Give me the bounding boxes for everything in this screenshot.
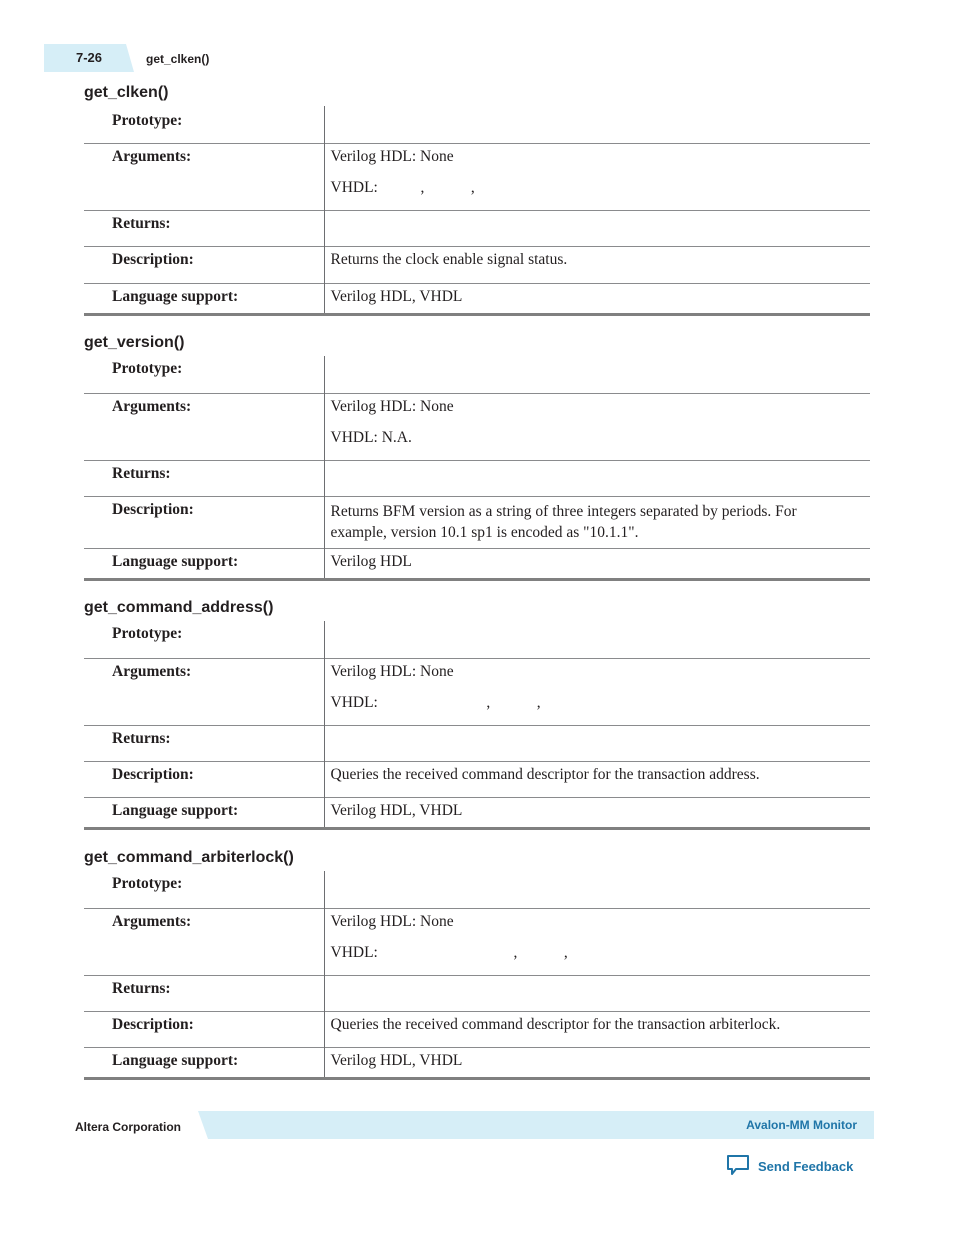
function-section	[84, 849, 870, 1080]
section-title: get_clken()	[84, 84, 169, 101]
prototype-row	[84, 356, 870, 393]
row-label: Prototype:	[84, 356, 324, 393]
value-line: VHDL: , ,	[330, 693, 541, 711]
function-table	[84, 621, 870, 830]
arguments-row	[84, 143, 870, 210]
value-line: Verilog HDL: None	[330, 147, 454, 165]
language-support-row	[84, 797, 870, 828]
row-label: Returns:	[84, 210, 324, 246]
row-value	[324, 871, 870, 908]
row-value: Verilog HDL, VHDL	[330, 1051, 463, 1069]
document-title: Avalon-MM Monitor	[746, 1118, 857, 1132]
value-line: example, version 10.1 sp1 is encoded as "10.1.1".	[330, 523, 639, 541]
value-line: VHDL: , ,	[330, 178, 475, 196]
arguments-row	[84, 658, 870, 725]
section-title: get_command_address()	[84, 599, 274, 616]
function-table	[84, 356, 870, 581]
running-title: get_clken()	[146, 52, 210, 66]
value-line: Verilog HDL: None	[330, 662, 454, 680]
row-value: Verilog HDL, VHDL	[330, 287, 463, 305]
returns-row	[84, 460, 870, 496]
language-support-row	[84, 1047, 870, 1078]
arguments-row	[84, 908, 870, 975]
row-label: Prototype:	[84, 106, 324, 143]
row-label: Returns:	[84, 975, 324, 1011]
function-table	[84, 106, 870, 316]
description-row	[84, 761, 870, 797]
function-section	[84, 334, 870, 581]
row-label: Arguments:	[84, 908, 324, 975]
row-label: Prototype:	[84, 621, 324, 658]
section-title: get_version()	[84, 334, 185, 351]
row-value	[324, 725, 870, 761]
function-section	[84, 84, 870, 316]
row-value: Verilog HDL, VHDL	[330, 801, 463, 819]
description-row	[84, 496, 870, 548]
row-value	[324, 143, 870, 210]
page-number: 7-26	[76, 50, 103, 65]
row-label: Language support:	[84, 283, 324, 314]
row-value	[324, 460, 870, 496]
value-line: VHDL: , ,	[330, 943, 568, 961]
row-label: Arguments:	[84, 143, 324, 210]
row-value: Verilog HDL	[330, 552, 412, 570]
row-label: Language support:	[84, 1047, 324, 1078]
row-label: Description:	[84, 246, 324, 283]
row-value: Returns the clock enable signal status.	[330, 250, 568, 268]
row-value	[324, 106, 870, 143]
row-label: Arguments:	[84, 393, 324, 460]
send-feedback-link[interactable]	[726, 1154, 853, 1179]
row-value	[324, 356, 870, 393]
send-feedback-label: Send Feedback	[758, 1159, 854, 1174]
row-label: Description:	[84, 1011, 324, 1047]
language-support-row	[84, 283, 870, 314]
returns-row	[84, 975, 870, 1011]
prototype-row	[84, 106, 870, 143]
description-row	[84, 1011, 870, 1047]
row-value	[324, 210, 870, 246]
function-section	[84, 599, 870, 830]
company-name: Altera Corporation	[75, 1120, 182, 1134]
description-row	[84, 246, 870, 283]
prototype-row	[84, 871, 870, 908]
row-value	[324, 496, 870, 548]
row-value: Queries the received command descriptor for the transaction address.	[330, 765, 760, 783]
row-label: Description:	[84, 761, 324, 797]
returns-row	[84, 725, 870, 761]
row-label: Description:	[84, 496, 324, 548]
returns-row	[84, 210, 870, 246]
section-title: get_command_arbiterlock()	[84, 849, 294, 866]
speech-bubble-icon	[726, 1154, 750, 1179]
language-support-row	[84, 548, 870, 579]
prototype-row	[84, 621, 870, 658]
row-value	[324, 393, 870, 460]
value-line: Verilog HDL: None	[330, 397, 454, 415]
row-value	[324, 658, 870, 725]
row-value	[324, 621, 870, 658]
value-line: VHDL: N.A.	[330, 428, 412, 446]
row-label: Returns:	[84, 460, 324, 496]
row-value	[324, 975, 870, 1011]
arguments-row	[84, 393, 870, 460]
value-line: Verilog HDL: None	[330, 912, 454, 930]
function-table	[84, 871, 870, 1080]
row-label: Language support:	[84, 797, 324, 828]
row-label: Language support:	[84, 548, 324, 579]
row-label: Returns:	[84, 725, 324, 761]
row-value: Queries the received command descriptor for the transaction arbiterlock.	[330, 1015, 781, 1033]
row-label: Arguments:	[84, 658, 324, 725]
value-line: Returns BFM version as a string of three integers separated by periods. For	[330, 502, 797, 520]
row-label: Prototype:	[84, 871, 324, 908]
row-value	[324, 908, 870, 975]
